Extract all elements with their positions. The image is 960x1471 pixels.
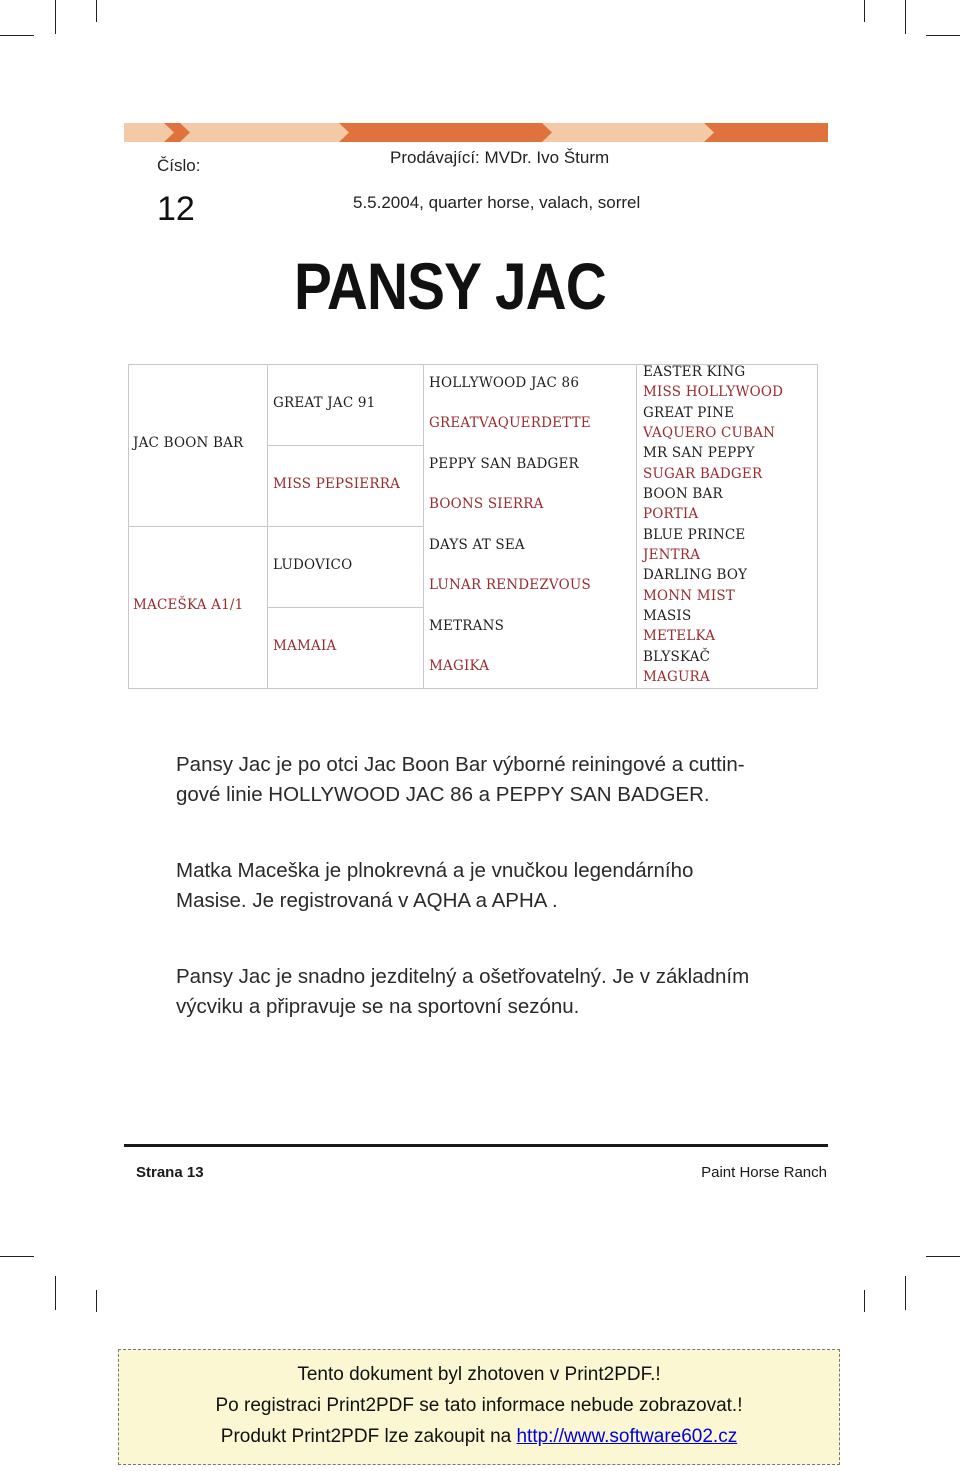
paragraph-line: Matka Maceška je plnokrevná a je vnučkou legendárního — [176, 859, 694, 882]
pedigree-gen4: PORTIA — [643, 506, 699, 522]
software602-link[interactable]: http://www.software602.cz — [516, 1426, 738, 1447]
pedigree-gen4: BLYSKAČ — [643, 649, 711, 665]
footer-rule — [124, 1144, 828, 1147]
pedigree-gen3: PEPPY SAN BADGER — [429, 456, 579, 472]
pedigree-gen4: VAQUERO CUBAN — [643, 425, 776, 441]
pedigree-gen3: HOLLYWOOD JAC 86 — [429, 375, 580, 391]
pedigree-gen3: MAGIKA — [429, 658, 490, 674]
pedigree-gen4: BLUE PRINCE — [643, 527, 746, 543]
pedigree-gen4: DARLING BOY — [643, 567, 748, 583]
page-title: PANSY JAC — [294, 249, 606, 323]
pedigree-gen2: MISS PEPSIERRA — [273, 476, 401, 492]
pedigree-gen3: DAYS AT SEA — [429, 537, 525, 553]
pedigree-dam: MACEŠKA A1/1 — [133, 597, 244, 613]
notice-line: Tento dokument byl zhotoven v Print2PDF.! — [297, 1364, 661, 1385]
pedigree-gen2: MAMAIA — [273, 638, 337, 654]
pedigree-gen3: GREATVAQUERDETTE — [429, 415, 591, 431]
pedigree-table — [128, 364, 818, 689]
paragraph-line: gové linie HOLLYWOOD JAC 86 a PEPPY SAN BADGER. — [176, 783, 710, 806]
paragraph-sire — [176, 750, 826, 810]
pedigree-gen3: METRANS — [429, 618, 505, 634]
paragraph-line: Pansy Jac je po otci Jac Boon Bar výborné reiningové a cuttin- — [176, 753, 745, 776]
pedigree-gen3: BOONS SIERRA — [429, 496, 544, 512]
notice-text: Produkt Print2PDF lze zakoupit na — [220, 1426, 517, 1447]
pedigree-gen4: MAGURA — [643, 669, 710, 685]
page-number: Strana 13 — [136, 1164, 204, 1181]
pedigree-gen4: SUGAR BADGER — [643, 466, 763, 482]
paragraph-training — [176, 962, 826, 1022]
pedigree-sire: JAC BOON BAR — [133, 435, 244, 451]
pedigree-gen4: MONN MIST — [643, 588, 736, 604]
pedigree-gen4: MR SAN PEPPY — [643, 445, 755, 461]
seller: Prodávající: MVDr. Ivo Šturm — [390, 148, 610, 167]
pedigree-gen4: MISS HOLLYWOOD — [643, 384, 784, 400]
horse-number: 12 — [157, 190, 195, 228]
notice-line — [119, 1426, 839, 1448]
pedigree-gen4: GREAT PINE — [643, 405, 735, 421]
pedigree-gen4: MASIS — [643, 608, 692, 624]
pedigree-gen3: LUNAR RENDEZVOUS — [429, 577, 591, 593]
notice-line: Po registraci Print2PDF se tato informace nebude zobrazovat.! — [215, 1395, 743, 1416]
paragraph-line: výcviku a připravuje se na sportovní sezónu. — [176, 995, 580, 1018]
header-band — [124, 123, 828, 142]
paragraph-line: Pansy Jac je snadno jezditelný a ošetřovatelný. Je v základním — [176, 965, 750, 988]
pedigree-gen4: BOON BAR — [643, 486, 723, 502]
print2pdf-notice — [118, 1349, 840, 1465]
footer-ranch: Paint Horse Ranch — [701, 1164, 827, 1181]
number-label: Číslo: — [157, 156, 201, 175]
pedigree-gen4: JENTRA — [643, 547, 701, 563]
paragraph-line: Masise. Je registrovaná v AQHA a APHA . — [176, 889, 558, 912]
pedigree-gen2: LUDOVICO — [273, 557, 353, 573]
paragraph-dam — [176, 856, 826, 916]
horse-description: 5.5.2004, quarter horse, valach, sorrel — [353, 193, 641, 212]
pedigree-gen4: METELKA — [643, 628, 716, 644]
pedigree-gen4: EASTER KING — [643, 364, 746, 380]
pedigree-gen2: GREAT JAC 91 — [273, 395, 376, 411]
